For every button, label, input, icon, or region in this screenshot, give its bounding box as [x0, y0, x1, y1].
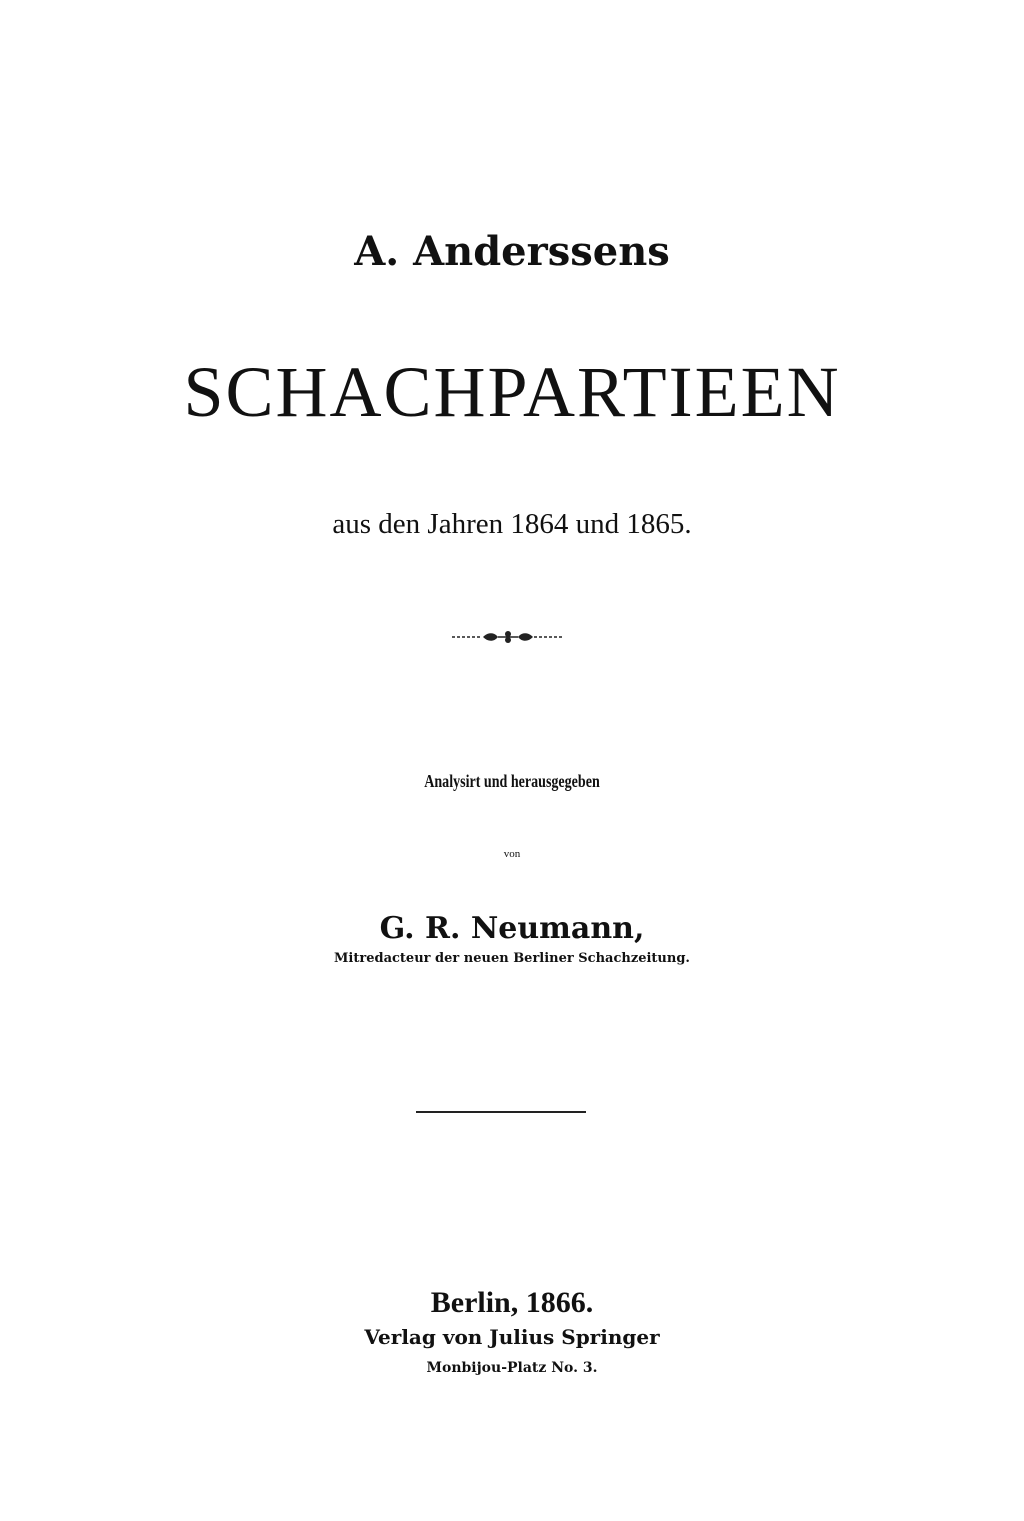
editor-name: G. R. Neumann,: [379, 911, 645, 946]
subtitle: aus den Jahren 1864 und 1865.: [332, 508, 692, 540]
ornament-divider: [452, 629, 564, 645]
editor-role: Mitredacteur der neuen Berliner Schachzeitung.: [334, 951, 690, 966]
publisher: Verlag von Julius Springer: [364, 1325, 660, 1349]
horizontal-rule: [416, 1111, 586, 1113]
publisher-address: Monbijou-Platz No. 3.: [426, 1360, 598, 1376]
von-text: von: [503, 848, 521, 860]
place-year: Berlin, 1866.: [430, 1286, 594, 1319]
author-title: A. Anderssens: [354, 228, 670, 275]
edited-by-line: Analysirt und herausgegeben: [424, 771, 600, 791]
main-title: SCHACHPARTIEEN: [183, 352, 841, 432]
